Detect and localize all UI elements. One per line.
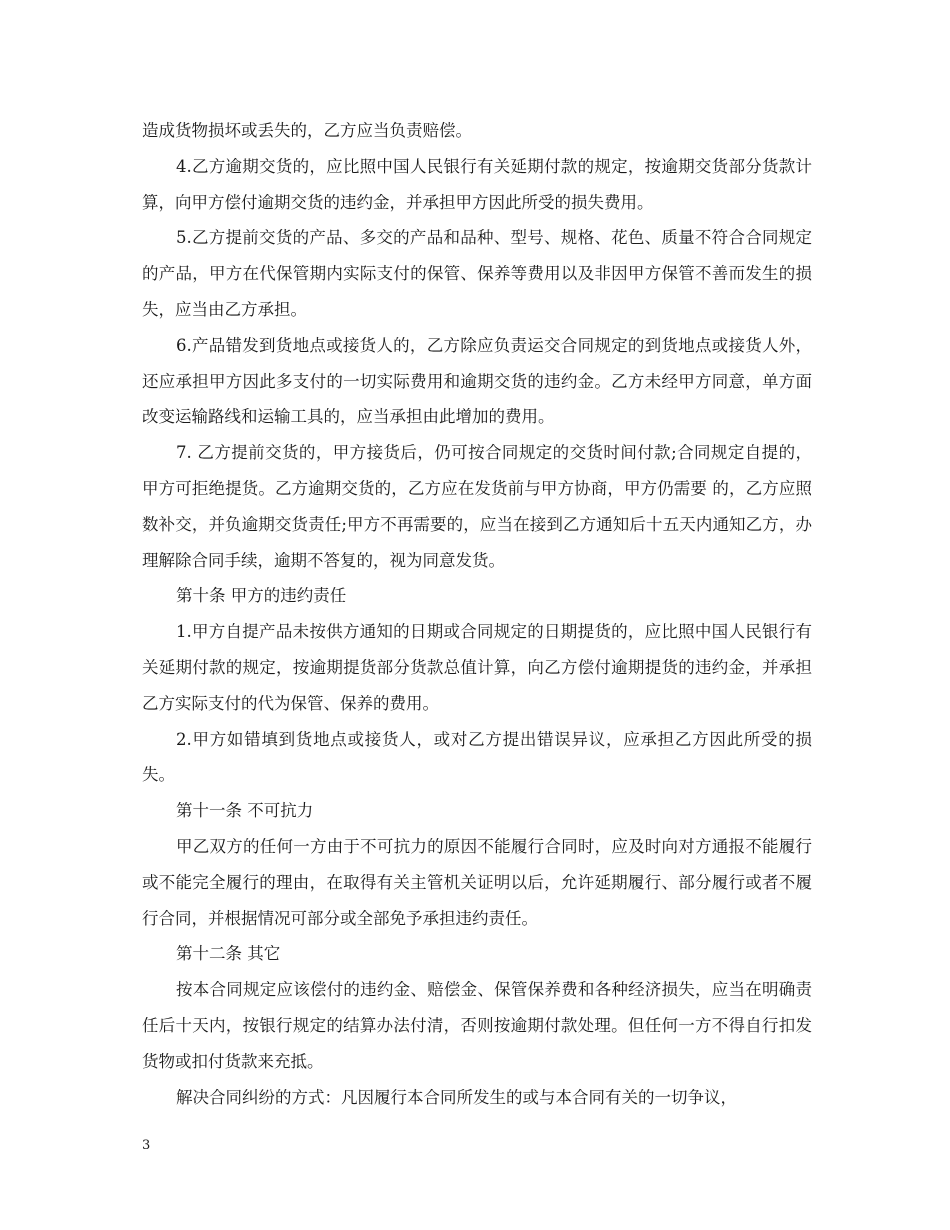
paragraph-article-11: 甲乙双方的任何一方由于不可抗力的原因不能履行合同时，应及时向对方通报不能履行或不能完全履行的理由，在取得有关主管机关证明以后，允许延期履行、部分履行或者不履行合同，并根据情况可部分或全部免予承担违约责任。 [142, 836, 812, 928]
paragraph-clause-6: 6.产品错发到货地点或接货人的，乙方除应负责运交合同规定的到货地点或接货人外，还应承担甲方因此多支付的一切实际费用和逾期交货的违约金。乙方未经甲方同意，单方面改变运输路线和运输工具的，应当承担由此增加的费用。 [142, 335, 812, 427]
paragraph-continuation: 造成货物损坏或丢失的，乙方应当负责赔偿。 [142, 121, 472, 140]
paragraph-article-10-clause-1: 1.甲方自提产品未按供方通知的日期或合同规定的日期提货的，应比照中国人民银行有关延期付款的规定，按逾期提货部分货款总值计算，向乙方偿付逾期提货的违约金，并承担乙方实际支付的代为保管、保养的费用。 [142, 622, 812, 713]
paragraph-clause-5: 5.乙方提前交货的产品、多交的产品和品种、型号、规格、花色、质量不符合合同规定的产品，甲方在代保管期内实际支付的保管、保养等费用以及非因甲方保管不善而发生的损失，应当由乙方承担。 [142, 228, 812, 319]
paragraph-clause-4: 4.乙方逾期交货的，应比照中国人民银行有关延期付款的规定，按逾期交货部分货款计算，向甲方偿付逾期交货的违约金，并承担甲方因此所受的损失费用。 [142, 156, 812, 212]
page-number: 3 [142, 1138, 151, 1153]
section-heading-article-11: 第十一条 不可抗力 [176, 801, 314, 821]
document-body [142, 113, 812, 1115]
section-heading-article-12: 第十二条 其它 [176, 944, 281, 964]
paragraph-article-12: 按本合同规定应该偿付的违约金、赔偿金、保管保养费和各种经济损失，应当在明确责任后十天内，按银行规定的结算办法付清，否则按逾期付款处理。但任何一方不得自行扣发货物或扣付货款来充抵。 [142, 980, 812, 1071]
paragraph-dispute-resolution: 解决合同纠纷的方式：凡因履行本合同所发生的或与本合同有关的一切争议， [176, 1087, 737, 1107]
paragraph-clause-7: 7. 乙方提前交货的，甲方接货后，仍可按合同规定的交货时间付款;合同规定自提的，甲方可拒绝提货。乙方逾期交货的，乙方应在发货前与甲方协商，甲方仍需要 的，乙方应照数补交，并负逾期交货责任;甲方不再需要的，应当在接到乙方通知后十五天内通知乙方，办理解除合同手续，逾期不答复的，视为同意发货。 [142, 443, 812, 570]
section-heading-article-10: 第十条 甲方的违约责任 [176, 586, 347, 606]
paragraph-article-10-clause-2: 2.甲方如错填到货地点或接货人，或对乙方提出错误异议，应承担乙方因此所受的损失。 [142, 729, 812, 785]
